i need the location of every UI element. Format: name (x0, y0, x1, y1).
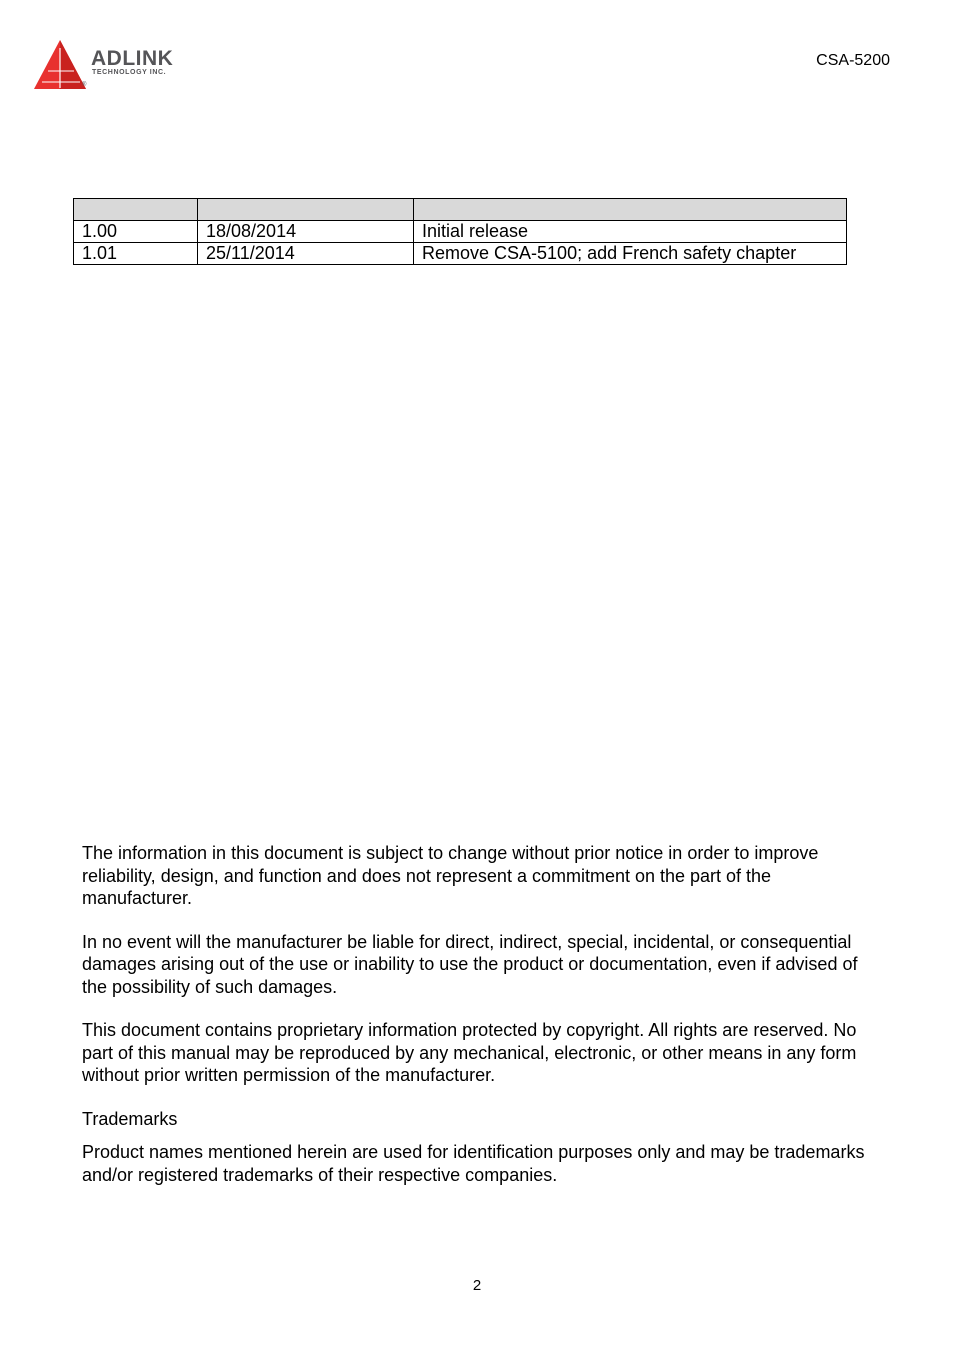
revision-history-table (73, 198, 847, 265)
logo-wordmark: ADLINK (91, 47, 174, 70)
copyright-paragraph: This document contains proprietary information protected by copyright. All rights are reserved. No part of this manual may be reproduced by any mechanical, electronic, or other means in any form without prior written permission of the manufacturer. (82, 1020, 857, 1085)
revision-cell: 1.00 (74, 221, 198, 243)
adlink-logo (34, 38, 204, 94)
table-row (74, 243, 847, 265)
disclaimer-paragraph: In no event will the manufacturer be liable for direct, indirect, special, incidental, or consequential damages arising out of the use or inability to use the product or documentation, even if advised of the possibility of such damages. (82, 931, 858, 997)
table-header-change (414, 199, 847, 221)
notice-paragraph: The information in this document is subject to change without prior notice in order to improve reliability, design, and function and does not represent a commitment on the part of the manufacturer. (82, 843, 819, 908)
table-header-revision (74, 199, 198, 221)
table-row (74, 221, 847, 243)
change-cell: Remove CSA-5100; add French safety chapter (414, 243, 847, 265)
table-header-date (198, 199, 414, 221)
trademarks-paragraph: Product names mentioned herein are used for identification purposes only and may be trademarks and/or registered trademarks of their respective companies. (82, 1142, 865, 1185)
date-cell: 25/11/2014 (198, 243, 414, 265)
trademarks-heading: Trademarks (82, 1108, 178, 1129)
header-model-name: CSA-5200 (816, 52, 890, 69)
date-cell: 18/08/2014 (198, 221, 414, 243)
legal-notices (82, 842, 882, 1207)
revision-cell: 1.01 (74, 243, 198, 265)
page-number: 2 (472, 1277, 482, 1294)
logo-tagline: TECHNOLOGY INC. (92, 69, 167, 76)
change-cell: Initial release (414, 221, 847, 243)
registered-mark: ® (82, 82, 87, 88)
table-header-row (74, 199, 847, 221)
